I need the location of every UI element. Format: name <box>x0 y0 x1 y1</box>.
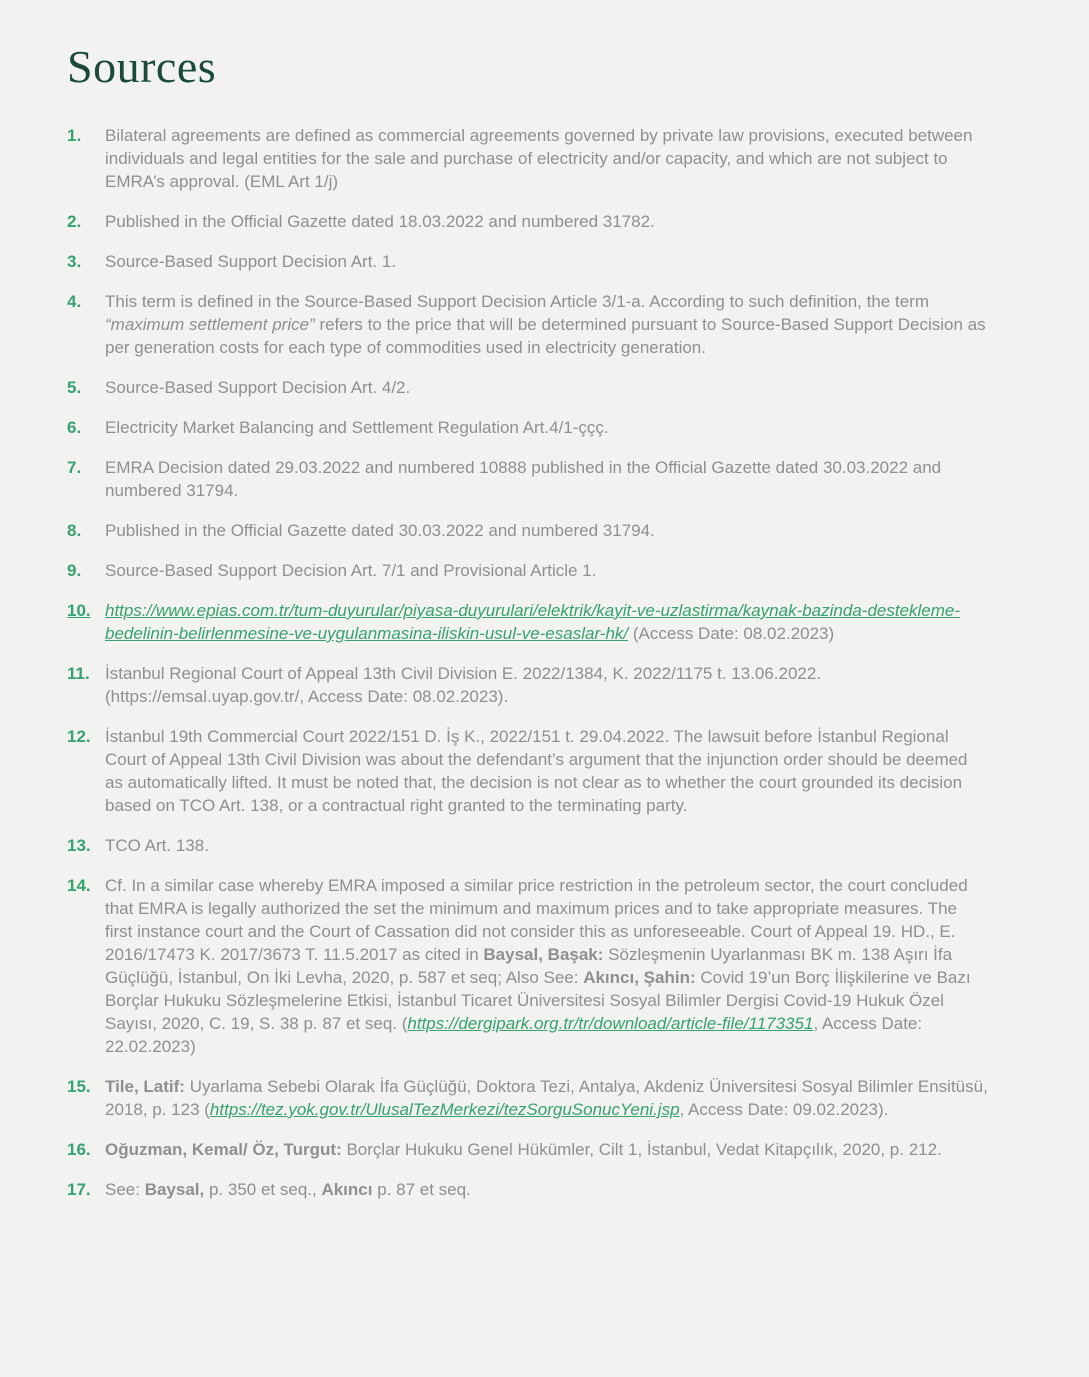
source-item <box>67 874 989 1058</box>
source-item <box>67 456 989 502</box>
normal-text-segment: EMRA Decision dated 29.03.2022 and numbered 10888 published in the Official Gazette dated 30.03.2022 and numbered 31794. <box>105 458 942 500</box>
source-item <box>67 834 989 857</box>
normal-text-segment: İstanbul 19th Commercial Court 2022/151 D. İş K., 2022/151 t. 29.04.2022. The lawsuit before İstanbul Regional Court of Appeal 13th Civil Division was about the defendant’s argument that the injunction order should be deemed as automatically lifted. It must be noted that, the decision is not clear as to whether the court grounded its decision based on TCO Art. 138, or a contractual right granted to the terminating party. <box>105 727 968 815</box>
normal-text-segment: TCO Art. 138. <box>105 836 209 855</box>
page-title: Sources <box>67 41 217 92</box>
source-number: 9. <box>67 561 82 580</box>
source-number: 6. <box>67 418 82 437</box>
source-text <box>105 210 989 233</box>
source-number: 8. <box>67 521 82 540</box>
source-text <box>105 559 989 582</box>
source-item <box>67 519 989 542</box>
source-text <box>105 1138 989 1161</box>
source-number: 13. <box>67 836 91 855</box>
source-number: 12. <box>67 727 91 746</box>
source-number: 14. <box>67 876 91 895</box>
source-number: 3. <box>67 252 82 271</box>
italic-text-segment: “maximum settlement price” <box>105 315 315 334</box>
source-number: 4. <box>67 292 82 311</box>
source-link[interactable]: https://tez.yok.gov.tr/UlusalTezMerkezi/tezSorguSonucYeni.jsp <box>209 1100 680 1119</box>
bold-text-segment: Baysal, <box>144 1180 205 1199</box>
source-number: 5. <box>67 378 82 397</box>
source-item <box>67 559 989 582</box>
normal-text-segment: Source-Based Support Decision Art. 7/1 and Provisional Article 1. <box>105 561 597 580</box>
source-number: 16. <box>67 1140 91 1159</box>
normal-text-segment: Bilateral agreements are defined as commercial agreements governed by private law provisions, executed between individuals and legal entities for the sale and purchase of electricity and/or capacity, and which are not subject to EMRA’s approval. (EML Art 1/j) <box>105 126 973 191</box>
source-item <box>67 1178 989 1201</box>
source-item <box>67 250 989 273</box>
source-text <box>105 874 989 1058</box>
source-item <box>67 376 989 399</box>
source-text <box>105 1178 989 1201</box>
source-text <box>105 290 989 359</box>
source-text <box>105 416 989 439</box>
source-item <box>67 210 989 233</box>
normal-text-segment: İstanbul Regional Court of Appeal 13th Civil Division E. 2022/1384, K. 2022/1175 t. 13.06.2022. (https://emsal.uyap.gov.tr/, Access Date: 08.02.2023). <box>105 664 822 706</box>
normal-text-segment: See: <box>105 1180 145 1199</box>
normal-text-segment: Borçlar Hukuku Genel Hükümler, Cilt 1, İstanbul, Vedat Kitapçılık, 2020, p. 212. <box>341 1140 942 1159</box>
normal-text-segment: This term is defined in the Source-Based Support Decision Article 3/1-a. According to such definition, the term <box>105 292 929 311</box>
source-number: 11. <box>67 664 90 683</box>
normal-text-segment: Cf. In a similar case whereby EMRA imposed a similar price restriction in the petroleum sector, the court concluded that EMRA is legally authorized the set the minimum and maximum prices and to take appropriate measures. The first instance court and the Court of Cassation did not consider this as unforeseeable. Court of Appeal 19. HD., E. 2016/17473 K. 2017/3673 T. 11.5.2017 as cited in <box>105 876 968 964</box>
source-number: 2. <box>67 212 82 231</box>
bold-text-segment: Akıncı <box>321 1180 373 1199</box>
source-item <box>67 725 989 817</box>
source-text <box>105 599 989 645</box>
normal-text-segment: (Access Date: 08.02.2023) <box>628 624 835 643</box>
normal-text-segment: refers to the price that will be determined pursuant to Source-Based Support Decision as per generation costs for each type of commodities used in electricity generation. <box>105 315 986 357</box>
normal-text-segment: Electricity Market Balancing and Settlement Regulation Art.4/1-ççç. <box>105 418 609 437</box>
normal-text-segment: , Access Date: 22.02.2023) <box>105 1014 923 1056</box>
source-item <box>67 416 989 439</box>
source-link[interactable]: https://dergipark.org.tr/tr/download/article-file/1173351 <box>407 1014 814 1033</box>
source-number: 17. <box>67 1180 91 1199</box>
source-item <box>67 124 989 193</box>
source-text <box>105 519 989 542</box>
source-text <box>105 250 989 273</box>
normal-text-segment: Covid 19’un Borç İlişkilerine ve Bazı Borçlar Hukuku Sözleşmelerine Etkisi, İstanbul Ticaret Üniversitesi Sosyal Bilimler Dergisi Covid-19 Hukuk Özel Sayısı, 2020, C. 19, S. 38 p. 87 et seq. ( <box>105 968 971 1033</box>
normal-text-segment: Published in the Official Gazette dated 18.03.2022 and numbered 31782. <box>105 212 655 231</box>
source-item <box>67 599 989 645</box>
normal-text-segment: Source-Based Support Decision Art. 1. <box>105 252 397 271</box>
source-number: 7. <box>67 458 82 477</box>
source-text <box>105 124 989 193</box>
source-item <box>67 290 989 359</box>
normal-text-segment: Published in the Official Gazette dated 30.03.2022 and numbered 31794. <box>105 521 655 540</box>
source-number[interactable]: 10. <box>67 601 91 620</box>
source-text <box>105 725 989 817</box>
source-text <box>105 1075 989 1121</box>
source-text <box>105 456 989 502</box>
bold-text-segment: Akıncı, Şahin: <box>583 968 696 987</box>
bold-text-segment: Baysal, Başak: <box>483 945 604 964</box>
source-item <box>67 1138 989 1161</box>
normal-text-segment: Source-Based Support Decision Art. 4/2. <box>105 378 411 397</box>
bold-text-segment: Tile, Latif: <box>105 1077 185 1096</box>
normal-text-segment: p. 350 et seq., <box>204 1180 322 1199</box>
bold-text-segment: Oğuzman, Kemal/ Öz, Turgut: <box>105 1140 342 1159</box>
source-number: 15. <box>67 1077 91 1096</box>
source-text <box>105 662 989 708</box>
source-text <box>105 834 989 857</box>
normal-text-segment: Sözleşmenin Uyarlanması BK m. 138 Aşırı İfa Güçlüğü, İstanbul, On İki Levha, 2020, p. 587 et seq; Also See: <box>105 945 953 987</box>
normal-text-segment: p. 87 et seq. <box>372 1180 471 1199</box>
sources-list <box>67 124 989 1201</box>
source-link[interactable]: https://www.epias.com.tr/tum-duyurular/piyasa-duyurulari/elektrik/kayit-ve-uzlastirma/kaynak-bazinda-destekleme-bedelinin-belirlenmesine-ve-uygulanmasina-iliskin-usul-ve-esaslar-hk/ <box>105 601 961 643</box>
source-item <box>67 662 989 708</box>
source-item <box>67 1075 989 1121</box>
normal-text-segment: Uyarlama Sebebi Olarak İfa Güçlüğü, Doktora Tezi, Antalya, Akdeniz Üniversitesi Sosyal Bilimler Ensitüsü, 2018, p. 123 ( <box>105 1077 988 1119</box>
normal-text-segment: , Access Date: 09.02.2023). <box>679 1100 889 1119</box>
source-number: 1. <box>67 126 82 145</box>
source-text <box>105 376 989 399</box>
